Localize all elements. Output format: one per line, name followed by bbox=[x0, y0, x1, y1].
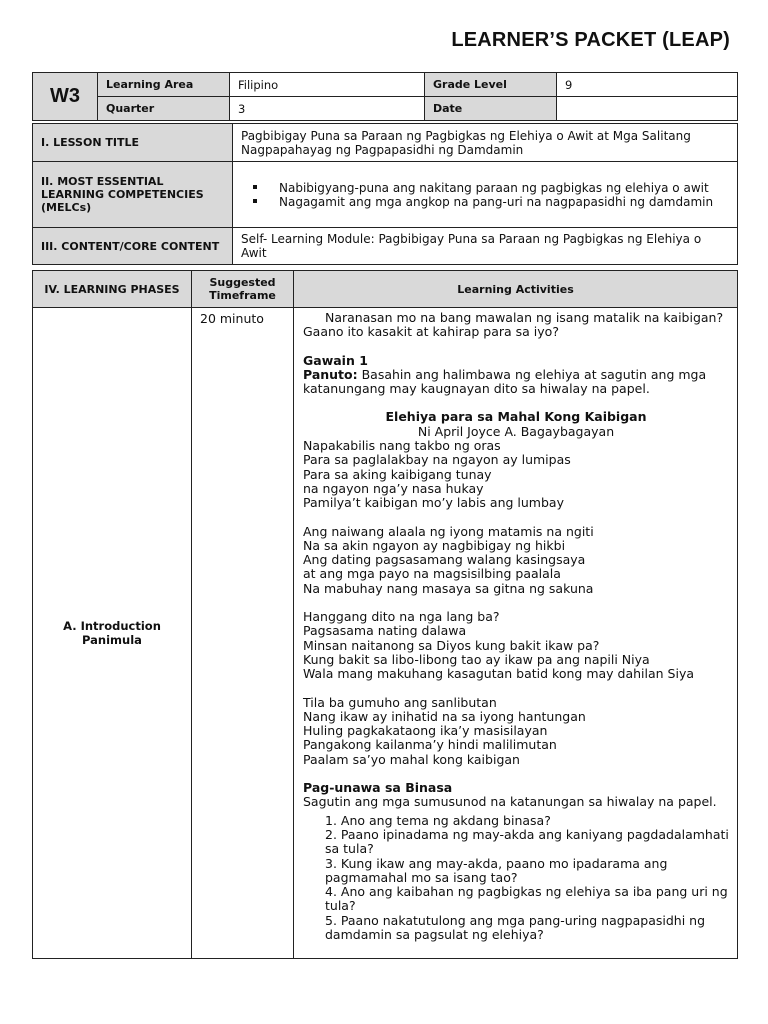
phase-name-cell bbox=[33, 308, 192, 959]
grade-level-label: Grade Level bbox=[425, 73, 557, 97]
quarter-label: Quarter bbox=[98, 97, 230, 121]
phase-name: A. Introduction bbox=[63, 619, 161, 633]
poem-stanza: Tila ba gumuho ang sanlibutan Nang ikaw ay inihatid na sa iyong hantungan Huling pagkakataong ika’y masisilayan Pangakong kailanma’y hindi malilimutan Paalam sa’yo mahal kong kaibigan bbox=[303, 694, 586, 767]
content-label: III. CONTENT/CORE CONTENT bbox=[33, 228, 233, 265]
bullet-icon bbox=[253, 185, 257, 189]
melc-item: Nagagamit ang mga angkop na pang-uri na nagpapasidhi ng damdamin bbox=[241, 195, 729, 209]
quarter-value: 3 bbox=[230, 97, 425, 121]
phase-subname: Panimula bbox=[82, 633, 142, 647]
learning-area-value: Filipino bbox=[230, 73, 425, 97]
lesson-title-value: Pagbibigay Puna sa Paraan ng Pagbigkas ng Elehiya o Awit at Mga Salitang Nagpapahayag ng Pagpapasidhi ng Damdamin bbox=[233, 124, 738, 162]
question-list bbox=[303, 814, 729, 943]
comprehension-instruction: Sagutin ang mga sumusunod na katanungan sa hiwalay na papel. bbox=[303, 794, 717, 810]
melc-item: Nabibigyang-puna ang nakitang paraan ng pagbigkas ng elehiya o awit bbox=[241, 181, 729, 195]
content-value: Self- Learning Module: Pagbibigay Puna sa Paraan ng Pagbigkas ng Elehiya o Awit bbox=[233, 228, 738, 265]
page-title: LEARNER’S PACKET (LEAP) bbox=[451, 29, 730, 51]
poem-stanza: Hanggang dito na nga lang ba? Pagsasama nating dalawa Minsan naitanong sa Diyos kung bakit ikaw pa? Kung bakit sa libo-libong tao ay ikaw pa ang napili Niya Wala mang makuhang kasagutan batid kong may dahilan Siya bbox=[303, 609, 695, 682]
intro-question: Naranasan mo na bang mawalan ng isang matalik na kaibigan? Gaano ito kasakit at kahirap para sa iyo? bbox=[303, 310, 724, 340]
panuto: Panuto: Basahin ang halimbawa ng elehiya at sagutin ang mga katanungang may kaugnayan dito sa hiwalay na papel. bbox=[303, 366, 707, 397]
poem-author: Ni April Joyce A. Bagaybagayan bbox=[417, 423, 615, 439]
gawain-title: Gawain 1 bbox=[303, 352, 368, 368]
date-label: Date bbox=[425, 97, 557, 121]
lesson-info-table bbox=[32, 123, 738, 265]
question-item: 3. Kung ikaw ang may-akda, paano mo ipadarama ang pagmamahal mo sa isang tao? bbox=[325, 855, 668, 885]
col-header-activities: Learning Activities bbox=[294, 271, 738, 308]
date-value bbox=[557, 97, 738, 121]
melc-list bbox=[233, 162, 738, 228]
week-label: W3 bbox=[33, 73, 98, 121]
poem-stanza: Napakabilis nang takbo ng oras Para sa paglalakbay na ngayon ay lumipas Para sa aking kaibigang tunay na ngayon nga’y nasa hukay Pamilya’t kaibigan mo’y labis ang lumbay bbox=[303, 438, 571, 511]
bullet-icon bbox=[253, 199, 257, 203]
question-item: 2. Paano ipinadama ng may-akda ang kaniyang pagdadalamhati sa tula? bbox=[325, 826, 729, 857]
timeframe-value: 20 minuto bbox=[192, 308, 294, 959]
poem-title: Elehiya para sa Mahal Kong Kaibigan bbox=[385, 409, 647, 425]
header-table bbox=[32, 72, 738, 121]
question-item: 5. Paano nakatutulong ang mga pang-uring nagpapasidhi ng damdamin sa pagsulat ng elehiya? bbox=[325, 912, 706, 942]
grade-level-value: 9 bbox=[557, 73, 738, 97]
melc-label: II. MOST ESSENTIAL LEARNING COMPETENCIES (MELCs) bbox=[33, 162, 233, 228]
comprehension-title: Pag-unawa sa Binasa bbox=[303, 780, 453, 796]
col-header-timeframe: Suggested Timeframe bbox=[192, 271, 294, 308]
learning-area-label: Learning Area bbox=[98, 73, 230, 97]
learning-phases-table bbox=[32, 270, 738, 959]
lesson-title-label: I. LESSON TITLE bbox=[33, 124, 233, 162]
poem-stanza: Ang naiwang alaala ng iyong matamis na ngiti Na sa akin ngayon ay nagbibigay ng hikbi Ang dating pagsasamang walang kasingsaya at ang mga payo na magsisilbing paalala Na mabuhay nang masaya sa gitna ng sakuna bbox=[303, 523, 594, 596]
question-item: 1. Ano ang tema ng akdang binasa? bbox=[325, 812, 551, 828]
col-header-phases: IV. LEARNING PHASES bbox=[33, 271, 192, 308]
question-item: 4. Ano ang kaibahan ng pagbigkas ng elehiya sa iba pang uri ng tula? bbox=[325, 884, 728, 914]
activities-cell bbox=[294, 308, 738, 959]
